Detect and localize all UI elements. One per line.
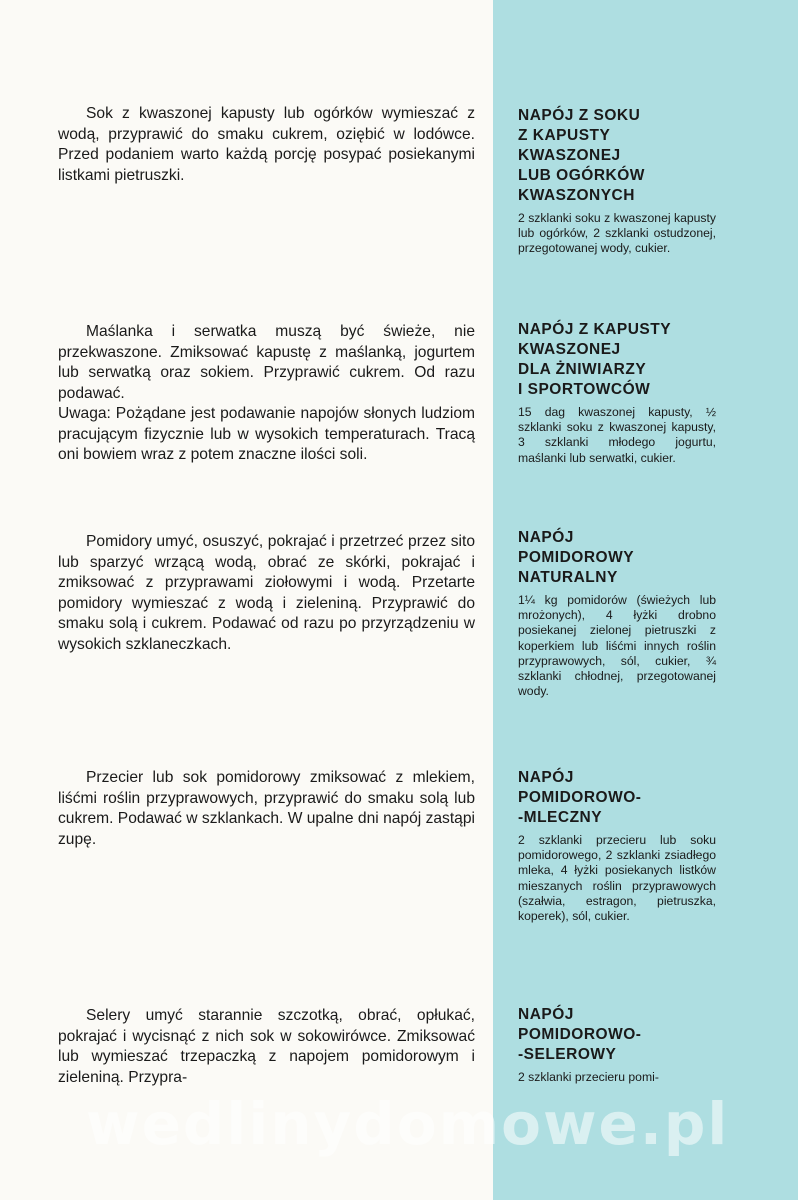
method-paragraph: Pomidory umyć, osuszyć, pokrajać i przetrzeć przez sito lub sparzyć wrzącą wodą, obrać ze skórki, pokrajać i zmiksować z przyprawami ziołowymi i wodą. Przetarte pomidory wymieszać z wodą i zieleniną. Przyprawić do smaku solą i cukrem. Podawać od razu po przyrządzeniu w wysokich szklaneczkach. [58,533,475,653]
recipe-title: NAPÓJ Z KAPUSTY KWASZONEJ DLA ŻNIWIARZY I SPORTOWCÓW [518,321,672,398]
method-text-5 [58,1006,475,1088]
method-paragraph: Przecier lub sok pomidorowy zmiksować z mlekiem, liśćmi roślin przyprawowych, przyprawić do smaku solą lub cukrem. Podawać w szklankach. W upalne dni napój zastąpi zupę. [58,769,475,848]
ingredients-text: 2 szklanki przecieru pomi- [518,1070,659,1084]
recipe-title: NAPÓJ POMIDOROWO- -MLECZNY [518,769,642,826]
recipe-title: NAPÓJ POMIDOROWO- -SELEROWY [518,1006,642,1063]
recipe-box-3 [518,528,716,699]
ingredients-text: 2 szklanki przecieru lub soku pomidorowego, 2 szklanki zsiadłego mleka, 4 łyżki posiekanych listków mieszanych roślin przyprawowych (szałwia, estragon, pietruszka, koperek), sól, cukier. [518,833,716,924]
recipe-box-2 [518,320,716,466]
method-text-1 [58,104,475,186]
watermark: wedlinydomowe.pl [86,1090,730,1158]
recipe-box-1 [518,106,716,257]
method-paragraph: Maślanka i serwatka muszą być świeże, nie przekwaszone. Zmiksować kapustę z maślanką, jogurtem lub serwatką oraz sokiem. Przyprawić cukrem. Od razu podawać. [58,323,475,402]
method-paragraph: Selery umyć starannie szczotką, obrać, opłukać, pokrajać i wycisnąć z nich sok w sokowirówce. Zmiksować lub wymieszać trzepaczką z napojem pomidorowym i zieleniną. Przypra- [58,1007,475,1086]
method-text-3 [58,532,475,655]
ingredients-text: 2 szklanki soku z kwaszonej kapusty lub ogórków, 2 szklanki ostudzonej, przegotowanej wody, cukier. [518,211,716,256]
recipe-box-4 [518,768,716,924]
note-paragraph: Uwaga: Pożądane jest podawanie napojów słonych ludziom pracującym fizycznie lub w wysokich temperaturach. Tracą oni bowiem wraz z potem znaczne ilości soli. [58,405,475,463]
ingredients-text: 1¼ kg pomidorów (świeżych lub mrożonych), 4 łyżki drobno posiekanej zielonej pietruszki z koperkiem lub liśćmi innych roślin przyprawowych, sól, cukier, ¾ szklanki chłodnej, przegotowanej wody. [518,593,716,699]
ingredients-text: 15 dag kwaszonej kapusty, ½ szklanki soku z kwaszonej kapusty, 3 szklanki młodego jogurtu, maślanki lub serwatki, cukier. [518,405,716,465]
recipe-title: NAPÓJ POMIDOROWY NATURALNY [518,529,635,586]
recipe-title: NAPÓJ Z SOKU Z KAPUSTY KWASZONEJ LUB OGÓRKÓW KWASZONYCH [518,107,645,204]
method-paragraph: Sok z kwaszonej kapusty lub ogórków wymieszać z wodą, przyprawić do smaku cukrem, oziębić w lodówce. Przed podaniem warto każdą porcję posypać posiekanymi listkami pietruszki. [58,105,475,184]
method-text-2 [58,322,475,466]
method-text-4 [58,768,475,850]
recipe-box-5 [518,1005,716,1085]
